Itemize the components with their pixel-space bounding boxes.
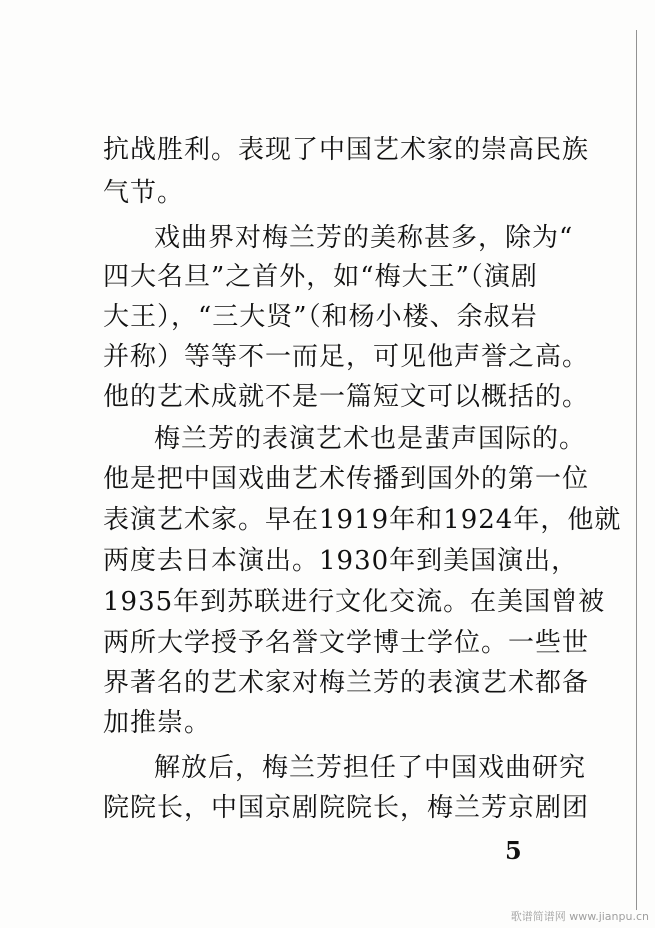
text-line: 梅兰芳的表演艺术也是蜚声国际的。 bbox=[154, 424, 587, 454]
text-line: 加推崇。 bbox=[103, 708, 212, 738]
text-line: 界著名的艺术家对梅兰芳的表演艺术都备 bbox=[103, 668, 590, 698]
page-edge-line bbox=[636, 30, 637, 910]
text-line: 他是把中国戏曲艺术传播到国外的第一位 bbox=[103, 464, 590, 494]
text-line: 解放后，梅兰芳担任了中国戏曲研究 bbox=[154, 753, 587, 783]
text-line: 并称）等等不一而足，可见他声誉之高。 bbox=[103, 342, 590, 372]
text-line: 抗战胜利。表现了中国艺术家的崇高民族 bbox=[103, 135, 590, 165]
text-line: 大王），“三大贤”（和杨小楼、余叔岩 bbox=[103, 302, 538, 332]
text-line: 两度去日本演出。1930年到美国演出， bbox=[103, 546, 579, 576]
text-line: 四大名旦”之首外，如“梅大王”（演剧 bbox=[103, 262, 538, 292]
text-line: 表演艺术家。早在1919年和1924年，他就 bbox=[103, 505, 622, 535]
text-line: 1935年到苏联进行文化交流。在美国曾被 bbox=[103, 587, 606, 617]
text-line: 两所大学授予名誉文学博士学位。一些世 bbox=[103, 628, 590, 658]
text-line: 院院长，中国京剧院院长，梅兰芳京剧团 bbox=[103, 793, 590, 823]
page-number: 5 bbox=[505, 836, 522, 865]
text-line: 戏曲界对梅兰芳的美称甚多，除为“ bbox=[154, 223, 574, 253]
text-line: 气节。 bbox=[103, 178, 185, 208]
watermark: 歌谱简谱网 www.jianpu.cn bbox=[510, 910, 649, 923]
text-line: 他的艺术成就不是一篇短文可以概括的。 bbox=[103, 382, 590, 412]
